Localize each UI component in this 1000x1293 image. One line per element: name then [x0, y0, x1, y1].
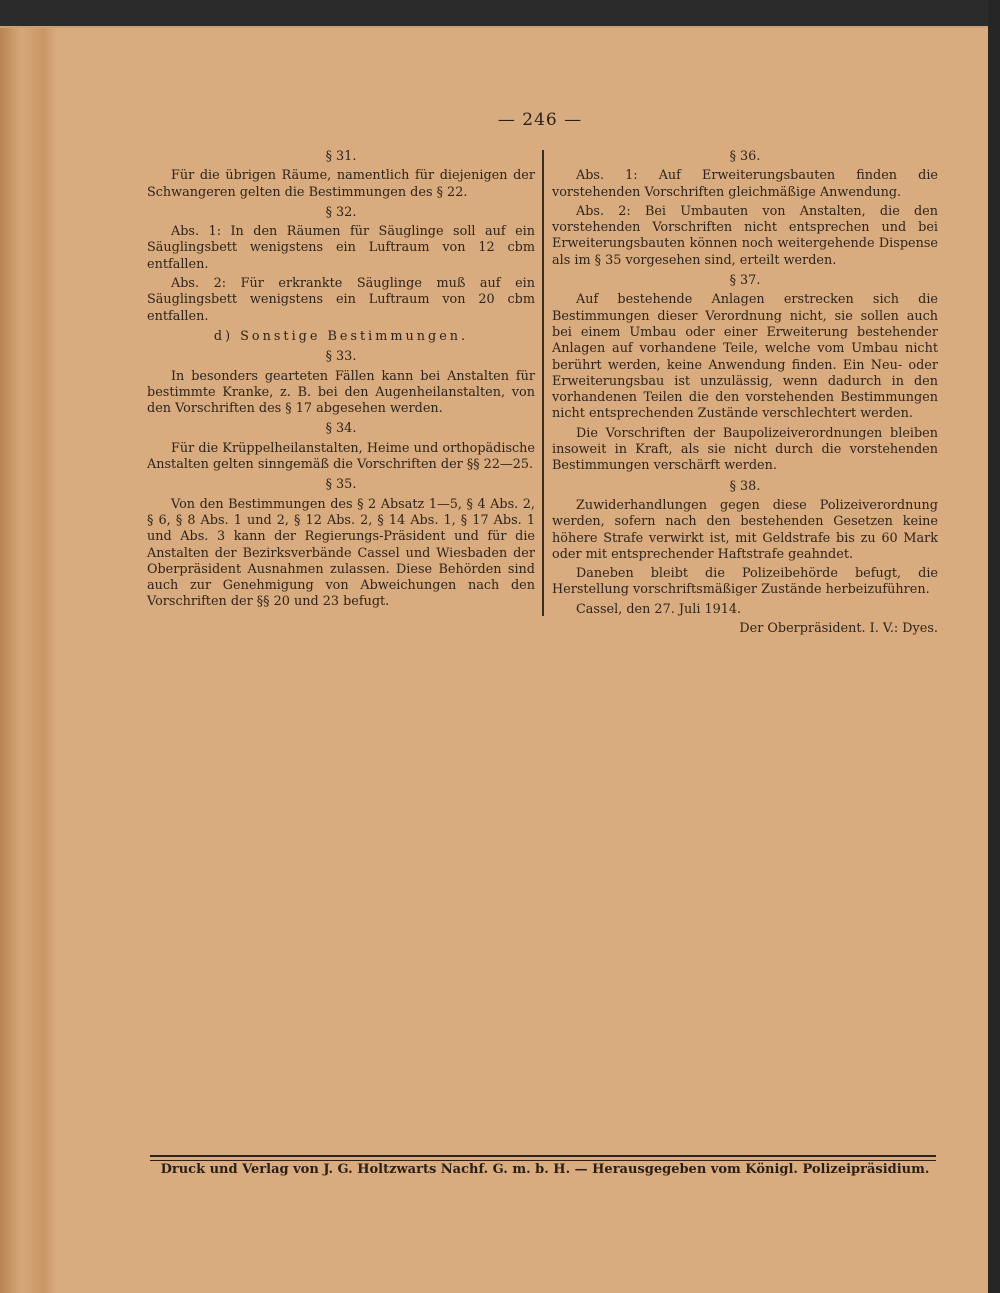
footer-imprint: Druck und Verlag von J. G. Holtzwarts Nachf. G. m. b. H. — Herausgegeben vom Königl. Polizeipräsidium.: [160, 1162, 930, 1177]
footer-rule-thin: [150, 1160, 936, 1161]
paragraph: Von den Bestimmungen des § 2 Absatz 1—5, § 4 Abs. 2, § 6, § 8 Abs. 1 und 2, § 12 Abs. 2, § 14 Abs. 1, § 17 Abs. 1 und Abs. 3 kann der Regierungs-Präsident und für die Anstalten der Bezirksverbände Cassel und Wiesbaden der Oberpräsident Ausnahmen zulassen. Diese Behörden sind auch zur Genehmigung von Abweichungen nach den Vorschriften der §§ 20 und 23 befugt.: [147, 496, 535, 610]
signature: Der Oberpräsident. I. V.: Dyes.: [739, 621, 938, 637]
section-heading: § 35.: [325, 477, 357, 493]
paragraph: Die Vorschriften der Baupolizeiverordnungen bleiben insoweit in Kraft, als sie nicht durch die vorstehenden Bestimmungen verschärft werden.: [552, 425, 938, 474]
paragraph: Auf bestehende Anlagen erstrecken sich die Bestimmungen dieser Verordnung nicht, sie sollen auch bei einem Umbau oder einer Erweiterung bestehender Anlagen auf vorhandene Teile, welche vom Umbau nicht berührt werden, keine Anwendung finden. Ein Neu- oder Erweiterungsbau ist unzulässig, wenn dadurch in den vorhandenen Teilen die den vorstehenden Bestimmungen nicht entsprechenden Zustände verschlechtert werden.: [552, 292, 938, 422]
section-heading: § 38.: [729, 478, 761, 494]
section-heading: § 33.: [325, 349, 357, 365]
paragraph: Für die übrigen Räume, namentlich für diejenigen der Schwangeren gelten die Bestimmungen des § 22.: [147, 168, 535, 200]
section-heading: § 37.: [729, 273, 761, 289]
footer-rule: [150, 1155, 936, 1157]
paragraph: Abs. 1: In den Räumen für Säuglinge soll auf ein Säuglingsbett wenigstens ein Luftraum von 12 cbm entfallen.: [147, 224, 535, 272]
paragraph: Zuwiderhandlungen gegen diese Polizeiverordnung werden, sofern nach den bestehenden Gesetzen keine höhere Strafe verwirkt ist, mit Geldstrafe bis zu 60 Mark oder mit entsprechender Haftstrafe geahndet.: [552, 497, 938, 562]
paragraph: Abs. 1: Auf Erweiterungsbauten finden die vorstehenden Vorschriften gleichmäßige Anwendung.: [552, 168, 938, 200]
paragraph: Daneben bleibt die Polizeibehörde befugt, die Herstellung vorschriftsmäßiger Zustände herbeizuführen.: [552, 566, 938, 598]
right-column: [552, 145, 938, 637]
paragraph: Für die Krüppelheilanstalten, Heime und orthopädische Anstalten gelten sinngemäß die Vorschriften der §§ 22—25.: [147, 440, 535, 473]
section-heading: § 31.: [325, 149, 357, 164]
page-number: — 246 —: [497, 110, 583, 130]
page-stack-edge: [0, 28, 62, 1293]
paragraph: In besonders gearteten Fällen kann bei Anstalten für bestimmte Kranke, z. B. bei den Augenheilanstalten, von den Vorschriften des § 17 abgesehen werden.: [147, 368, 535, 417]
scanner-border: [988, 0, 1000, 1293]
subheading: d) Sonstige Bestimmungen.: [213, 328, 469, 344]
paragraph: Abs. 2: Für erkrankte Säuglinge muß auf ein Säuglingsbett wenigstens ein Luftraum von 20 cbm entfallen.: [147, 276, 535, 324]
section-heading: § 32.: [325, 204, 357, 220]
column-divider: [542, 150, 544, 616]
date-line: Cassel, den 27. Juli 1914.: [576, 601, 742, 617]
section-heading: § 34.: [325, 421, 357, 437]
section-heading: § 36.: [729, 149, 761, 164]
left-column: [147, 145, 535, 614]
paragraph: Abs. 2: Bei Umbauten von Anstalten, die den vorstehenden Vorschriften nicht entsprechen und bei Erweiterungsbauten können noch weitergehende Dispense als im § 35 vorgesehen sind, erteilt werden.: [552, 203, 938, 268]
